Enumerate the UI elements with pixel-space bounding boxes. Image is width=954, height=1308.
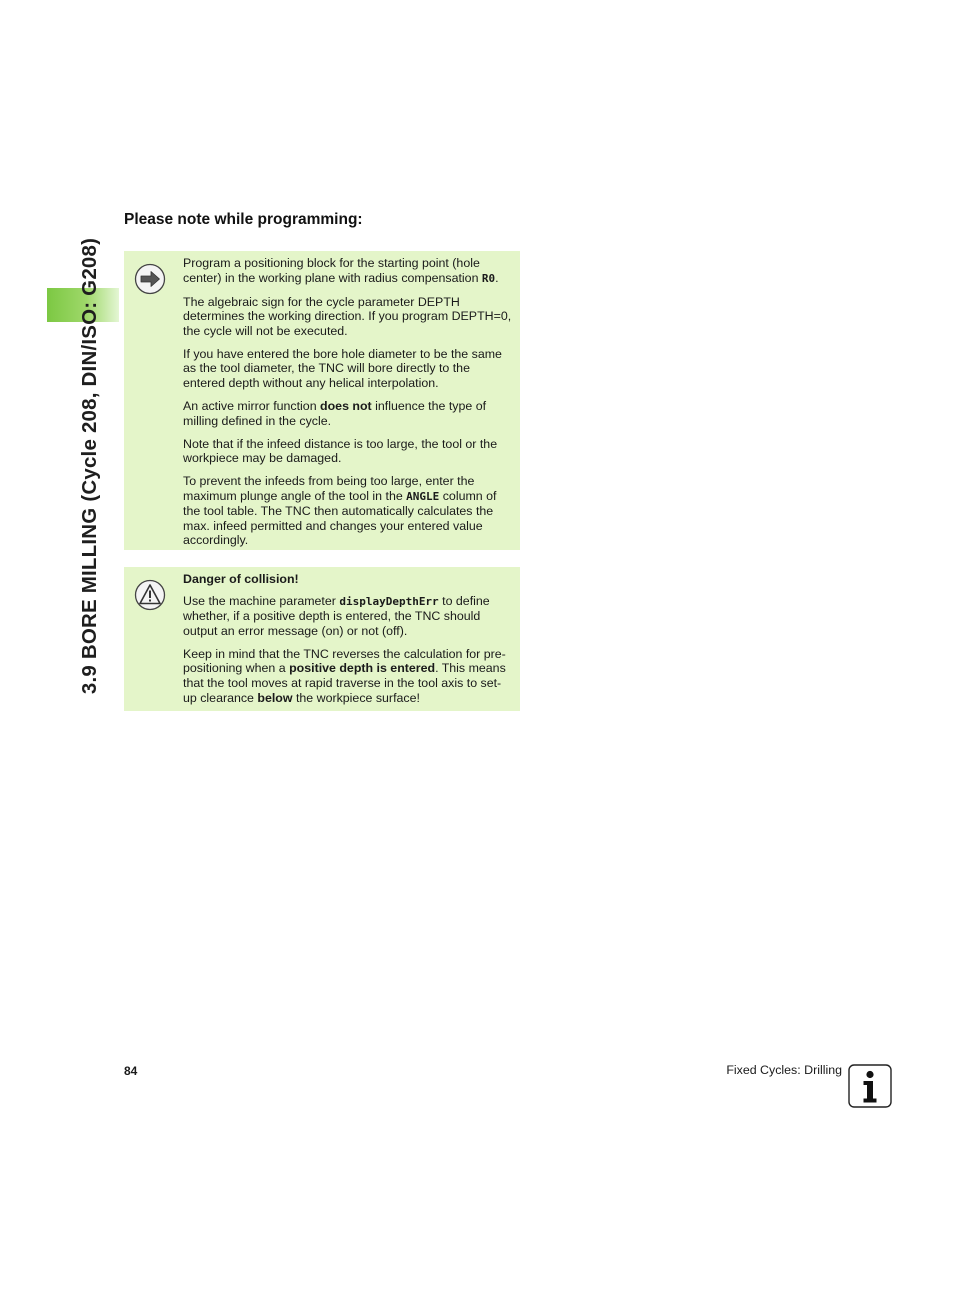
page-number: 84	[124, 1064, 138, 1078]
info-icon[interactable]	[848, 1064, 892, 1108]
warning-triangle-icon	[134, 579, 166, 611]
arrow-right-icon	[134, 263, 166, 295]
note-paragraph: To prevent the infeeds from being too large, enter the maximum plunge angle of the tool in the ANGLE column of the tool table. The TNC then automatically calculates the max. infeed permitted and changes your entered value accordingly.	[183, 474, 497, 548]
note-paragraph: An active mirror function does not influence the type of milling defined in the cycle.	[183, 398, 487, 428]
emphasis-does-not: does not	[320, 398, 372, 413]
warning-paragraph: Use the machine parameter displayDepthErr to define whether, if a positive depth is entered, the TNC should output an error message (on) or not (off).	[183, 593, 490, 638]
warning-title: Danger of collision!	[183, 572, 299, 586]
collision-warning-text	[183, 572, 514, 714]
section-title-vertical: 3.9 BORE MILLING (Cycle 208, DIN/ISO: G208)	[78, 237, 101, 695]
code-r0: R0	[481, 271, 496, 285]
note-paragraph: If you have entered the bore hole diameter to be the same as the tool diameter, the TNC will bore directly to the entered depth without any helical interpolation.	[183, 346, 502, 390]
warning-paragraph: Keep in mind that the TNC reverses the calculation for pre-positioning when a positive depth is entered. This means that the tool moves at rapid traverse in the tool axis to set-up clearance below the workpiece surface!	[183, 646, 506, 705]
programming-notes-text	[183, 256, 514, 556]
note-paragraph: Program a positioning block for the starting point (hole center) in the working plane with radius compensation R0.	[183, 256, 499, 285]
emphasis-below: below	[257, 690, 293, 705]
collision-warning-box	[124, 567, 520, 711]
programming-notes-box	[124, 251, 520, 550]
note-paragraph: Note that if the infeed distance is too large, the tool or the workpiece may be damaged.	[183, 436, 498, 466]
section-heading: Please note while programming:	[124, 211, 363, 228]
note-paragraph: The algebraic sign for the cycle parameter DEPTH determines the working direction. If you program DEPTH=0, the cycle will not be executed.	[183, 294, 512, 338]
emphasis-positive-depth: positive depth is entered	[289, 661, 436, 676]
code-angle: ANGLE	[406, 489, 440, 503]
code-display-depth-err: displayDepthErr	[339, 594, 439, 608]
chapter-footer-title: Fixed Cycles: Drilling	[726, 1063, 842, 1077]
